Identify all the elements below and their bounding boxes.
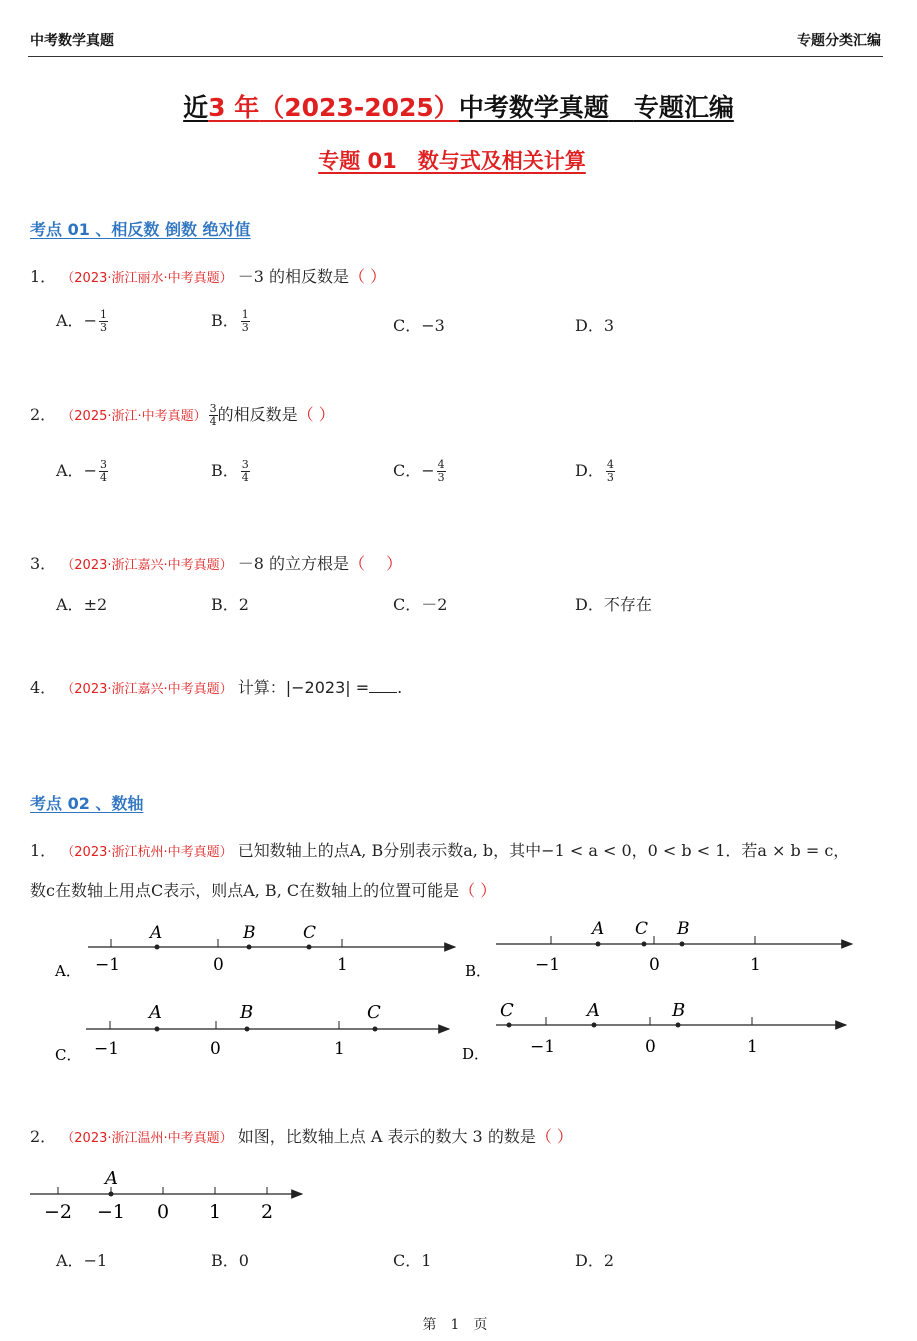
- option-a: [56, 308, 108, 334]
- question-number: 2．: [30, 405, 57, 424]
- question-number: 1．: [30, 267, 57, 286]
- tick-label: −1: [535, 955, 561, 975]
- point: [642, 942, 647, 947]
- fraction-denominator: 3: [241, 321, 249, 334]
- number-line-a: [54, 923, 455, 980]
- fraction-numerator: 3: [209, 402, 217, 416]
- tick-label: 2: [261, 1201, 274, 1223]
- point: [373, 1027, 378, 1032]
- option-text: 3: [603, 316, 615, 335]
- option-letter: A．: [56, 461, 84, 480]
- option-c: [393, 458, 446, 484]
- option-b: [211, 592, 249, 615]
- option-a: [56, 458, 108, 484]
- option-letter: D．: [462, 1045, 490, 1063]
- point: [155, 1027, 160, 1032]
- option-text: ±2: [83, 595, 108, 614]
- tick-label: 0: [210, 1039, 221, 1059]
- number-line-b: [465, 919, 852, 980]
- point: [680, 942, 685, 947]
- header-left: 中考数学真题: [30, 33, 114, 49]
- math-expression: |−2023| =: [285, 678, 370, 697]
- option-fraction: [99, 459, 108, 483]
- option-text: −3: [421, 316, 445, 335]
- option-d: [575, 592, 652, 615]
- option-c: [393, 313, 445, 336]
- question-stem-line1: 已知数轴上的点A, B分别表示数a, b，其中−1 < a < 0，0 < b < 1．若a × b = c，: [237, 841, 850, 860]
- point: [245, 1027, 250, 1032]
- option-letter: A．: [56, 595, 84, 614]
- option-fraction: [241, 459, 250, 483]
- answer-paren: （ ）: [297, 405, 335, 424]
- title-years: 3 年: [208, 93, 260, 122]
- tick-label: −1: [530, 1037, 556, 1057]
- option-letter: D．: [575, 461, 604, 480]
- question-number: 2．: [30, 1127, 57, 1146]
- question-source: （2025·浙江·中考真题）: [61, 409, 207, 424]
- tick-label: 0: [213, 955, 224, 975]
- option-letter: B．: [211, 461, 239, 480]
- question-source: （2023·浙江丽水·中考真题）: [61, 271, 233, 286]
- point-label: C: [367, 1002, 381, 1023]
- title-pre: 近: [183, 93, 209, 122]
- fraction-denominator: 4: [99, 471, 107, 484]
- header-divider: [28, 56, 883, 57]
- option-letter: D．: [575, 316, 604, 335]
- stem-fraction: [209, 403, 218, 427]
- stem-end: .: [397, 678, 403, 697]
- fraction-denominator: 4: [209, 415, 217, 428]
- point: [247, 945, 252, 950]
- option-fraction: [241, 309, 250, 333]
- question-number: 3．: [30, 554, 57, 573]
- fraction-denominator: 4: [241, 471, 249, 484]
- fraction-denominator: 3: [437, 471, 445, 484]
- point-label: C: [303, 923, 317, 943]
- option-text: 2: [603, 1251, 615, 1270]
- point: [507, 1023, 512, 1028]
- option-fraction: [606, 459, 615, 483]
- fraction-denominator: 3: [606, 471, 614, 484]
- point-label: B: [672, 1000, 686, 1021]
- page-number: 第 1 页: [422, 1317, 488, 1333]
- option-letter: D．: [575, 1251, 604, 1270]
- option-letter: C．: [55, 1046, 82, 1064]
- option-letter: B．: [211, 311, 239, 330]
- option-text: 0: [238, 1251, 249, 1270]
- fraction-numerator: 1: [241, 308, 249, 322]
- question-source: （2023·浙江嘉兴·中考真题）: [61, 558, 233, 573]
- question: [30, 838, 849, 861]
- tick-label: 0: [157, 1201, 170, 1223]
- tick-label: −2: [44, 1201, 73, 1223]
- question-number: 4．: [30, 678, 57, 697]
- option-c: [393, 1248, 431, 1271]
- point-label: B: [677, 919, 690, 939]
- option-b: [211, 458, 250, 484]
- option-text: 1: [421, 1251, 432, 1270]
- option-text: 不存在: [603, 595, 652, 614]
- section-label: 考点 02 、数轴: [30, 794, 144, 813]
- option-letter: A．: [55, 962, 81, 980]
- fraction-numerator: 3: [241, 458, 249, 472]
- fraction-numerator: 1: [99, 308, 107, 322]
- header-right: 专题分类汇编: [797, 33, 881, 49]
- tick-label: 1: [747, 1037, 758, 1057]
- question-source: （2023·浙江温州·中考真题）: [61, 1131, 233, 1146]
- option-text: 2: [238, 595, 249, 614]
- point: [592, 1023, 597, 1028]
- point: [307, 945, 312, 950]
- option-b: [211, 1248, 249, 1271]
- point-label: A: [149, 1002, 162, 1023]
- number-line-c: [55, 1002, 449, 1064]
- tick-label: 0: [645, 1037, 656, 1057]
- point: [109, 1192, 114, 1197]
- point-label: A: [592, 919, 605, 939]
- question: [30, 551, 402, 574]
- option-d: [575, 313, 614, 336]
- point: [676, 1023, 681, 1028]
- tick-label: −1: [95, 955, 121, 975]
- number-line-d: [462, 1000, 846, 1063]
- answer-paren: （ ）: [349, 554, 403, 573]
- option-c: [393, 592, 447, 615]
- number-line-figure: [0, 1160, 330, 1230]
- question-stem: －8 的立方根是: [237, 554, 350, 573]
- fraction-numerator: 4: [606, 458, 614, 472]
- title-range: （2023-2025）: [259, 93, 459, 122]
- option-letter: B．: [211, 595, 239, 614]
- option-letter: C．: [393, 595, 422, 614]
- option-d: [575, 1248, 614, 1271]
- option-a: [56, 592, 107, 615]
- option-letter: A．: [56, 1251, 84, 1270]
- option-letter: C．: [393, 461, 422, 480]
- question-stem: 如图，比数轴上点 A 表示的数大 3 的数是: [237, 1127, 536, 1146]
- option-fraction: [437, 459, 446, 483]
- answer-paren: （ ）: [535, 1127, 573, 1146]
- point: [155, 945, 160, 950]
- question-stem-line2: 数c在数轴上用点C表示，则点A, B, C在数轴上的位置可能是: [30, 881, 460, 900]
- question-number: 1．: [30, 841, 57, 860]
- question-source: （2023·浙江杭州·中考真题）: [61, 845, 233, 860]
- option-letter: B．: [465, 962, 492, 980]
- tick-label: 1: [209, 1201, 222, 1223]
- answer-blank[interactable]: [369, 678, 397, 693]
- title-rest: 中考数学真题: [458, 93, 609, 122]
- tick-label: −1: [94, 1039, 120, 1059]
- question-stem: 的相反数是: [217, 405, 298, 424]
- option-b: [211, 308, 250, 334]
- number-line-options: [0, 900, 917, 1100]
- section-label: 考点 01 、相反数 倒数 绝对值: [30, 220, 251, 239]
- question-source: （2023·浙江嘉兴·中考真题）: [61, 682, 233, 697]
- point-label: A: [587, 1000, 600, 1021]
- option-text: －2: [421, 595, 448, 614]
- page-title: [0, 88, 917, 124]
- fraction-numerator: 3: [99, 458, 107, 472]
- option-text: −1: [83, 1251, 108, 1270]
- point-label: B: [243, 923, 256, 943]
- option-letter: A．: [56, 311, 84, 330]
- point-label: B: [240, 1002, 254, 1023]
- question: [30, 675, 402, 698]
- page-subtitle: 专题 01 数与式及相关计算: [318, 149, 586, 173]
- tick-label: 1: [337, 955, 348, 975]
- fraction-denominator: 3: [99, 321, 107, 334]
- question: [30, 264, 386, 287]
- option-fraction: [99, 309, 108, 333]
- answer-paren: （ ）: [349, 267, 387, 286]
- question: [30, 1124, 573, 1147]
- tick-label: 1: [750, 955, 761, 975]
- option-a: [56, 1248, 107, 1271]
- option-letter: B．: [211, 1251, 239, 1270]
- answer-paren: （ ）: [459, 881, 497, 900]
- point-label: C: [500, 1000, 514, 1021]
- option-d: [575, 458, 615, 484]
- point-label: C: [635, 919, 649, 939]
- question-stem: －3 的相反数是: [237, 267, 350, 286]
- option-letter: C．: [393, 316, 422, 335]
- option-sign: −: [83, 461, 97, 480]
- question: [30, 402, 335, 428]
- tick-label: 1: [334, 1039, 345, 1059]
- question-line2: [30, 878, 496, 901]
- point-label: A: [105, 1168, 118, 1189]
- option-letter: C．: [393, 1251, 422, 1270]
- question-stem: 计算：: [237, 678, 286, 697]
- tick-label: −1: [97, 1201, 126, 1223]
- point-label: A: [150, 923, 163, 943]
- fraction-numerator: 4: [437, 458, 445, 472]
- option-sign: −: [421, 461, 435, 480]
- title-gap: 专题汇编: [633, 93, 734, 122]
- option-sign: −: [83, 311, 97, 330]
- tick-label: 0: [649, 955, 660, 975]
- point: [596, 942, 601, 947]
- option-letter: D．: [575, 595, 604, 614]
